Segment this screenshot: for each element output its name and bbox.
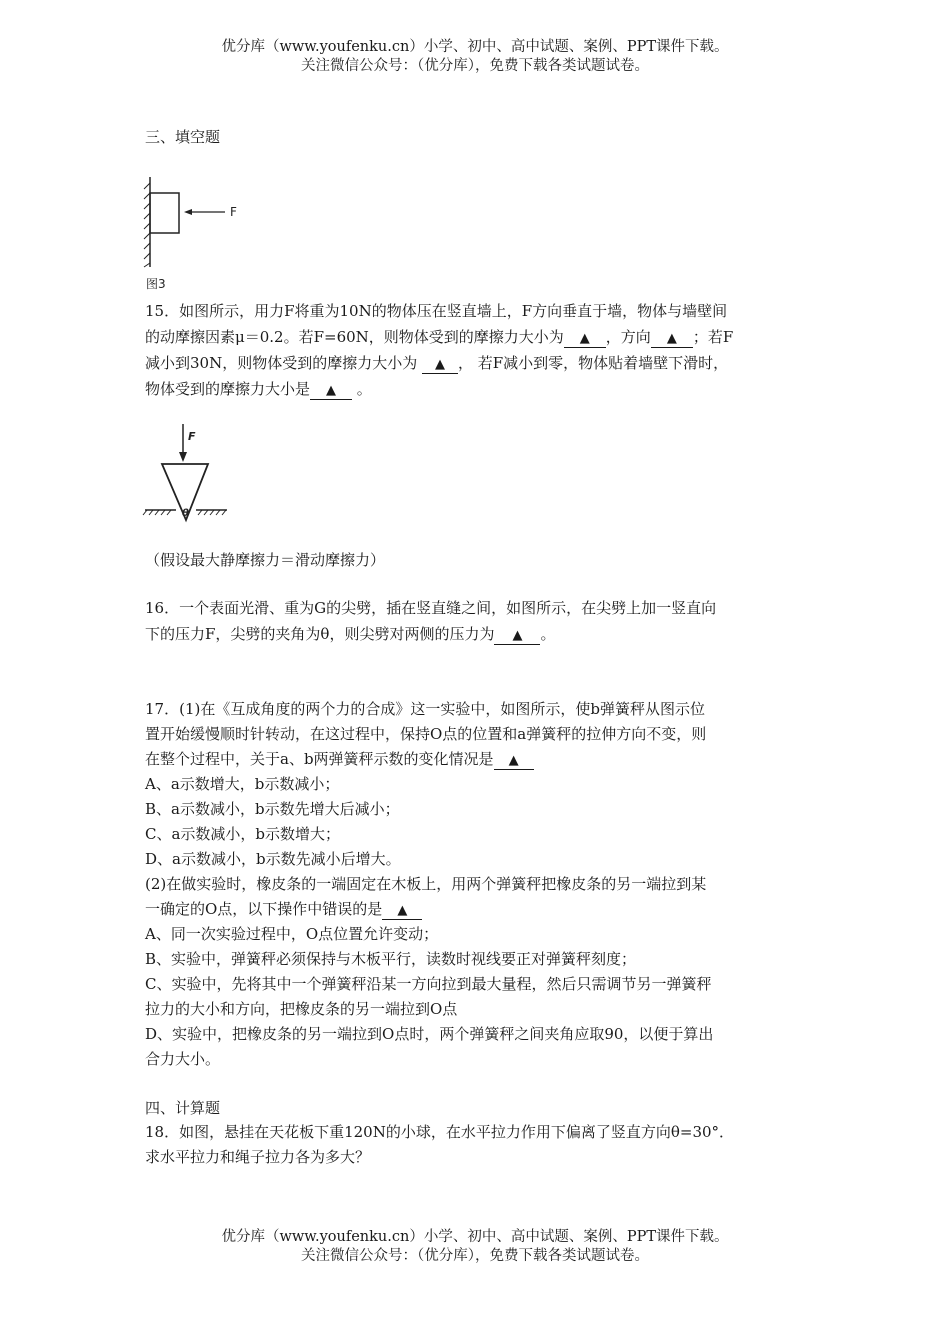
angle-label: θ bbox=[182, 508, 189, 519]
section-3-title: 三、填空题 bbox=[145, 128, 221, 146]
answer-blank[interactable]: ▲ bbox=[564, 331, 606, 348]
q17-part2-line-1: (2)在做实验时，橡皮条的一端固定在木板上，用两个弹簧秤把橡皮条的另一端拉到某 bbox=[145, 875, 707, 893]
q17-option-b: B、a示数减小，b示数先增大后减小； bbox=[145, 800, 400, 818]
q17-part2-line-2: 一确定的O点，以下操作中错误的是 ▲ bbox=[145, 899, 422, 920]
footer-line-2: 关注微信公众号：（优分库），免费下载各类试题试卷。 bbox=[301, 1248, 649, 1264]
block bbox=[150, 193, 179, 233]
q17-line-3: 在整个过程中，关于a、b两弹簧秤示数的变化情况是 ▲ bbox=[145, 749, 534, 770]
q17-part2-option-c-2: 拉力的大小和方向，把橡皮条的另一端拉到O点 bbox=[145, 1000, 458, 1018]
section-4-title: 四、计算题 bbox=[145, 1099, 221, 1117]
q18-line-1: 18．如图，悬挂在天花板下重120N的小球，在水平拉力作用下偏离了竖直方向θ=30°． bbox=[145, 1123, 735, 1141]
q15-line-1: 15．如图所示，用力F将重为10N的物体压在竖直墙上，F方向垂直于墙，物体与墙壁间 bbox=[145, 302, 728, 320]
answer-blank[interactable]: ▲ bbox=[494, 628, 540, 645]
q15-line-4: 物体受到的摩擦力大小是 ▲ 。 bbox=[145, 380, 372, 398]
friction-note: （假设最大静摩擦力＝滑动摩擦力） bbox=[145, 551, 386, 569]
q15-line-3: 减小到30N，则物体受到的摩擦力大小为 ▲ ， 若F减小到零，物体贴着墙壁下滑时， bbox=[145, 354, 729, 372]
wall-hatching bbox=[144, 183, 150, 267]
page-footer bbox=[0, 1228, 950, 1266]
answer-blank[interactable]: ▲ bbox=[494, 753, 534, 770]
q16-line-2: 下的压力F，尖劈的夹角为θ，则尖劈对两侧的压力为 ▲ 。 bbox=[145, 625, 556, 643]
header-line-1: 优分库（www.youfenku.cn）小学、初中、高中试题、案例、PPT课件下载。 bbox=[221, 39, 729, 55]
q17-option-a: A、a示数增大，b示数减小； bbox=[145, 775, 340, 793]
q18-line-2: 求水平拉力和绳子拉力各为多大？ bbox=[145, 1148, 371, 1166]
q17-part2-option-a: A、同一次实验过程中，O点位置允许变动； bbox=[145, 925, 439, 943]
q17-part2-option-b: B、实验中，弹簧秤必须保持与木板平行，读数时视线要正对弹簧秤刻度； bbox=[145, 950, 637, 968]
q17-part2-option-c-1: C、实验中，先将其中一个弹簧秤沿某一方向拉到最大量程，然后只需调节另一弹簧秤 bbox=[145, 975, 712, 993]
q16-line-1: 16．一个表面光滑、重为G的尖劈，插在竖直缝之间，如图所示，在尖劈上加一竖直向 bbox=[145, 599, 717, 617]
q15-line-2: 的动摩擦因素μ＝0.2。若F=60N，则物体受到的摩擦力大小为 ▲ ，方向 ▲ ；若F bbox=[145, 328, 734, 346]
footer-line-1: 优分库（www.youfenku.cn）小学、初中、高中试题、案例、PPT课件下载。 bbox=[221, 1229, 729, 1245]
answer-blank[interactable]: ▲ bbox=[651, 331, 693, 348]
q17-part2-option-d-2: 合力大小。 bbox=[145, 1050, 221, 1068]
q17-option-d: D、a示数减小，b示数先减小后增大。 bbox=[145, 850, 401, 868]
answer-blank[interactable]: ▲ bbox=[382, 903, 422, 920]
force-label: F bbox=[188, 430, 196, 443]
header-line-2: 关注微信公众号：（优分库），免费下载各类试题试卷。 bbox=[301, 58, 649, 74]
figure-wedge bbox=[142, 422, 232, 526]
page-header bbox=[0, 38, 950, 76]
q17-line-1: 17．(1)在《互成角度的两个力的合成》这一实验中，如图所示，使b弹簧秤从图示位 bbox=[145, 700, 705, 718]
q17-part2-option-d-1: D、实验中，把橡皮条的另一端拉到O点时，两个弹簧秤之间夹角应取90，以便于算出 bbox=[145, 1025, 714, 1043]
answer-blank[interactable]: ▲ bbox=[310, 383, 352, 400]
q17-option-c: C、a示数减小，b示数增大； bbox=[145, 825, 341, 843]
figure-3-wall-block bbox=[140, 175, 250, 293]
q17-line-2: 置开始缓慢顺时针转动，在这过程中，保持O点的位置和a弹簧秤的拉伸方向不变，则 bbox=[145, 725, 707, 743]
answer-blank[interactable]: ▲ bbox=[422, 357, 458, 374]
force-label: F bbox=[230, 205, 237, 219]
figure-caption: 图3 bbox=[146, 277, 166, 291]
